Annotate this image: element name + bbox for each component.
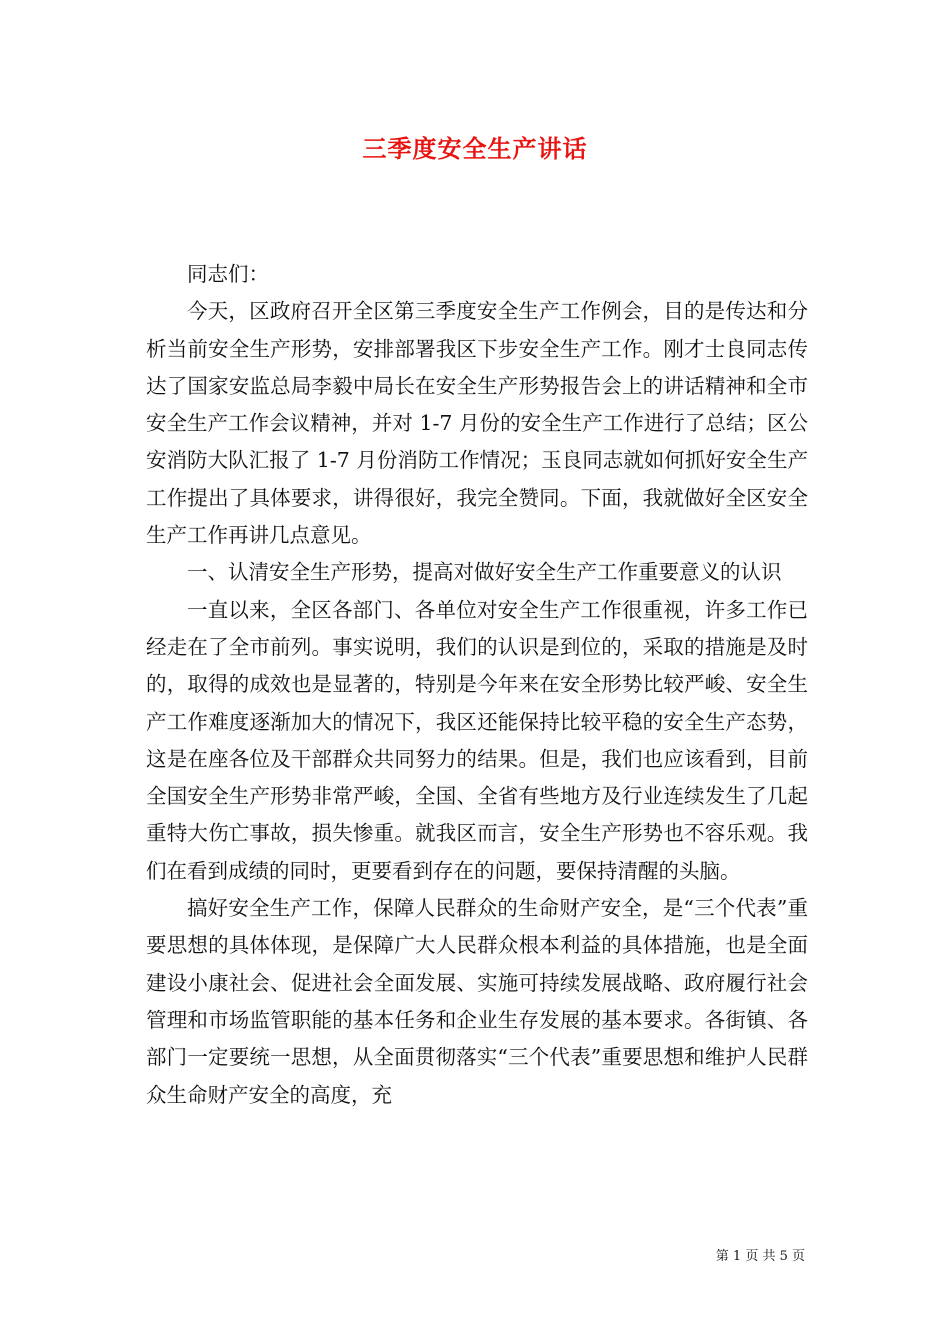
section-heading: 一、认清安全生产形势，提高对做好安全生产工作重要意义的认识 bbox=[187, 560, 782, 585]
body-paragraph: 搞好安全生产工作，保障人民群众的生命财产安全，是“三个代表”重要思想的具体体现，是保障广大人民群众根本利益的具体措施，也是全面建设小康社会、促进社会全面发展、实施可持续发展战略、政府履行社会管理和市场监管职能的基本任务和企业生存发展的基本要求。各街镇、各部门一定要统一思想，从全面贯彻落实“三个代表”重要思想和维护人民群众生命财产安全的高度，充 bbox=[146, 896, 808, 1107]
salutation-paragraph: 同志们： bbox=[187, 262, 269, 286]
document-body bbox=[146, 256, 808, 1114]
document-title: 三季度安全生产讲话 bbox=[362, 134, 588, 163]
body-paragraph: 今天，区政府召开全区第三季度安全生产工作例会，目的是传达和分析当前安全生产形势，安排部署我区下步安全生产工作。刚才士良同志传达了国家安监总局李毅中局长在安全生产形势报告会上的讲话精神和全市安全生产工作会议精神，并对 1-7 月份的安全生产工作进行了总结；区公安消防大队汇报了 1-7 月份消防工作情况；玉良同志就如何抓好安全生产工作提出了具体要求，讲得很好，我完全赞同。下面，我就做好全区安全生产工作再讲几点意见。 bbox=[146, 299, 808, 548]
body-paragraph: 一直以来，全区各部门、各单位对安全生产工作很重视，许多工作已经走在了全市前列。事实说明，我们的认识是到位的，采取的措施是及时的，取得的成效也是显著的，特别是今年来在安全形势比较严峻、安全生产工作难度逐渐加大的情况下，我区还能保持比较平稳的安全生产态势，这是在座各位及干部群众共同努力的结果。但是，我们也应该看到，目前全国安全生产形势非常严峻，全国、全省有些地方及行业连续发生了几起重特大伤亡事故，损失惨重。就我区而言，安全生产形势也不容乐观。我们在看到成绩的同时，更要看到存在的问题，要保持清醒的头脑。 bbox=[146, 597, 808, 883]
page-number-footer: 第 1 页 共 5 页 bbox=[715, 1249, 805, 1264]
